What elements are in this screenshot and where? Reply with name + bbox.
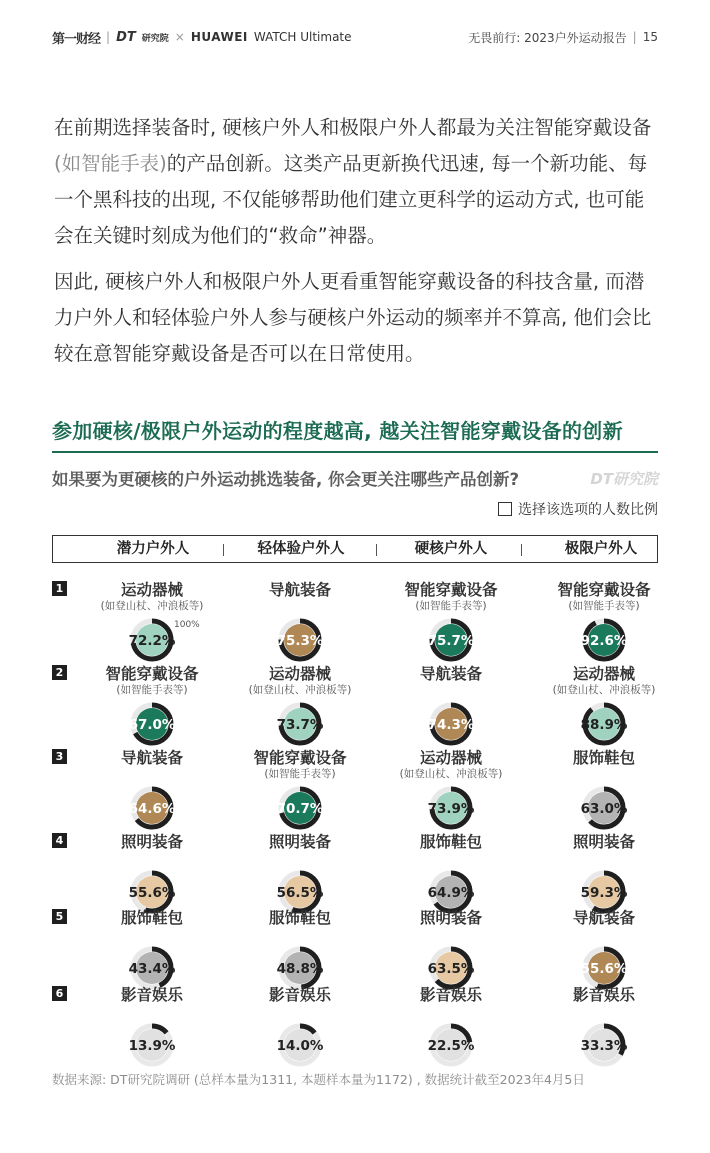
percentage-label: 92.6% bbox=[580, 633, 628, 649]
option-example bbox=[524, 1005, 684, 1017]
paragraph-1-paren: (如智能手表) bbox=[54, 152, 167, 175]
ranking-cell bbox=[220, 908, 380, 993]
legend bbox=[498, 499, 658, 519]
option-name: 智能穿戴设备 bbox=[105, 665, 199, 683]
ranking-cell bbox=[371, 908, 531, 993]
paragraph-1-part-a: 在前期选择装备时, 硬核户外人和极限户外人都最为关注智能穿戴设备 bbox=[54, 116, 652, 139]
rank-badge: 5 bbox=[52, 909, 67, 924]
ranking-cell bbox=[72, 908, 232, 993]
body-text bbox=[54, 110, 660, 372]
percentage-label: 63.0% bbox=[580, 801, 628, 817]
percentage-label: 55.6% bbox=[128, 885, 176, 901]
option-name: 运动器械 bbox=[419, 749, 482, 767]
percentage-label: 43.4% bbox=[128, 961, 176, 977]
column-divider bbox=[521, 544, 522, 556]
percentage-label: 13.9% bbox=[128, 1038, 176, 1054]
percentage-label: 56.5% bbox=[276, 885, 324, 901]
ranking-cell bbox=[72, 985, 232, 1070]
option-name: 照明装备 bbox=[120, 833, 183, 851]
percentage-label: 48.8% bbox=[276, 961, 324, 977]
ranking-cell bbox=[72, 748, 232, 833]
column-header-extreme: 极限户外人 bbox=[564, 541, 638, 557]
percentage-label: 75.7% bbox=[427, 633, 475, 649]
option-name: 导航装备 bbox=[268, 581, 331, 599]
ring-chart bbox=[426, 699, 476, 749]
rank-badge: 2 bbox=[52, 665, 67, 680]
percentage-label: 33.3% bbox=[580, 1038, 628, 1054]
legend-square-icon bbox=[498, 502, 512, 516]
ranking-cell bbox=[524, 832, 684, 917]
option-example bbox=[220, 600, 380, 612]
percentage-label: 73.7% bbox=[276, 717, 324, 733]
ranking-cell bbox=[371, 832, 531, 917]
option-example: (如登山杖、冲浪板等) bbox=[248, 684, 352, 696]
ring-chart bbox=[275, 783, 325, 833]
option-example bbox=[371, 1005, 531, 1017]
hundred-percent-marker: 100% bbox=[174, 620, 200, 630]
option-example bbox=[524, 852, 684, 864]
option-name: 服饰鞋包 bbox=[419, 833, 482, 851]
ranking-cell bbox=[220, 664, 380, 749]
legend-label: 选择该选项的人数比例 bbox=[518, 502, 658, 518]
ranking-cell bbox=[524, 748, 684, 833]
header-separator-right: | bbox=[632, 30, 637, 44]
ring-chart bbox=[127, 699, 177, 749]
option-name: 影音娱乐 bbox=[120, 986, 183, 1004]
column-header-light: 轻体验户外人 bbox=[257, 541, 345, 557]
cbn-logo: 第一财经 bbox=[52, 31, 101, 47]
header-logos bbox=[52, 28, 352, 47]
option-example bbox=[72, 928, 232, 940]
option-name: 智能穿戴设备 bbox=[253, 749, 347, 767]
option-name: 服饰鞋包 bbox=[268, 909, 331, 927]
data-source-footnote: 数据来源: DT研究院调研 (总样本量为1311, 本题样本量为1172) , 数据统计截至2023年4月5日 bbox=[52, 1072, 585, 1087]
header-separator: | bbox=[106, 30, 111, 44]
dt-logo: DT bbox=[116, 29, 136, 45]
option-example: (如智能手表等) bbox=[264, 768, 336, 780]
option-name: 照明装备 bbox=[572, 833, 635, 851]
ranking-cell bbox=[524, 908, 684, 993]
percentage-label: 64.6% bbox=[128, 801, 176, 817]
ring-chart bbox=[127, 615, 177, 665]
paragraph-2: 因此, 硬核户外人和极限户外人更看重智能穿戴设备的科技含量, 而潜力户外人和轻体验户外人参与硬核户外运动的频率并不算高, 他们会比较在意智能穿戴设备是否可以在日常使用。 bbox=[54, 270, 652, 365]
page-number: 15 bbox=[642, 30, 658, 44]
percentage-label: 63.5% bbox=[427, 961, 475, 977]
option-name: 影音娱乐 bbox=[572, 986, 635, 1004]
ring-chart bbox=[579, 699, 629, 749]
percentage-label: 55.6% bbox=[580, 961, 628, 977]
option-name: 智能穿戴设备 bbox=[404, 581, 498, 599]
option-name: 智能穿戴设备 bbox=[557, 581, 651, 599]
percentage-label: 72.2% bbox=[128, 633, 176, 649]
ring-chart bbox=[579, 783, 629, 833]
option-example bbox=[220, 928, 380, 940]
ranking-cell bbox=[72, 832, 232, 917]
ranking-cell bbox=[220, 832, 380, 917]
report-title: 无畏前行: 2023户外运动报告 bbox=[468, 30, 627, 45]
ring-chart bbox=[579, 615, 629, 665]
survey-question: 如果要为更硬核的户外运动挑选装备, 你会更关注哪些产品创新? bbox=[52, 470, 520, 489]
paragraph-1 bbox=[54, 110, 660, 254]
ranking-cell bbox=[220, 748, 380, 833]
ranking-cell bbox=[524, 664, 684, 749]
ring-chart bbox=[275, 699, 325, 749]
cross-symbol: × bbox=[174, 30, 185, 44]
percentage-label: 22.5% bbox=[427, 1038, 475, 1054]
percentage-label: 70.7% bbox=[276, 801, 324, 817]
option-example: (如智能手表等) bbox=[116, 684, 188, 696]
title-underline bbox=[52, 451, 658, 453]
ring-chart bbox=[426, 1020, 476, 1070]
product-name: WATCH Ultimate bbox=[253, 30, 352, 44]
option-name: 导航装备 bbox=[419, 665, 482, 683]
page-header bbox=[52, 26, 658, 48]
ranking-cell bbox=[220, 985, 380, 1070]
option-example: (如智能手表等) bbox=[568, 600, 640, 612]
rank-badge: 3 bbox=[52, 749, 67, 764]
percentage-label: 14.0% bbox=[276, 1038, 324, 1054]
column-divider bbox=[223, 544, 224, 556]
dt-watermark: DT研究院 bbox=[590, 470, 658, 488]
option-example bbox=[524, 928, 684, 940]
ring-chart bbox=[275, 1020, 325, 1070]
percentage-label: 59.3% bbox=[580, 885, 628, 901]
column-divider bbox=[376, 544, 377, 556]
ring-chart bbox=[127, 783, 177, 833]
ranking-cell bbox=[371, 985, 531, 1070]
option-example bbox=[524, 768, 684, 780]
ring-chart bbox=[275, 615, 325, 665]
rank-badge: 6 bbox=[52, 986, 67, 1001]
column-header-bar bbox=[52, 535, 658, 563]
ranking-cell bbox=[371, 748, 531, 833]
ranking-cell bbox=[72, 664, 232, 749]
option-example: (如登山杖、冲浪板等) bbox=[100, 600, 204, 612]
rank-badge: 4 bbox=[52, 833, 67, 848]
percentage-label: 75.3% bbox=[276, 633, 324, 649]
column-header-potential: 潜力户外人 bbox=[116, 541, 190, 557]
huawei-brand: HUAWEI bbox=[190, 30, 248, 44]
header-report-info bbox=[468, 29, 658, 46]
option-name: 运动器械 bbox=[268, 665, 331, 683]
paragraph-1-part-b: 的产品创新。这类产品更新换代迅速, 每一个新功能、每一个黑科技的出现, 不仅能够帮助他们建立更科学的运动方式, 也可能会在关键时刻成为他们的“救命”神器。 bbox=[54, 152, 648, 247]
ring-chart bbox=[127, 1020, 177, 1070]
option-name: 运动器械 bbox=[120, 581, 183, 599]
ring-chart bbox=[426, 783, 476, 833]
option-name: 照明装备 bbox=[268, 833, 331, 851]
column-header-hardcore: 硬核户外人 bbox=[414, 541, 488, 557]
option-name: 服饰鞋包 bbox=[120, 909, 183, 927]
option-example bbox=[371, 852, 531, 864]
option-example bbox=[220, 1005, 380, 1017]
option-name: 导航装备 bbox=[120, 749, 183, 767]
percentage-label: 73.9% bbox=[427, 801, 475, 817]
chart-title: 参加硬核/极限户外运动的程度越高, 越关注智能穿戴设备的创新 bbox=[52, 419, 623, 443]
percentage-label: 74.3% bbox=[427, 717, 475, 733]
option-name: 影音娱乐 bbox=[268, 986, 331, 1004]
ring-chart bbox=[579, 1020, 629, 1070]
option-example bbox=[220, 852, 380, 864]
option-example: (如智能手表等) bbox=[415, 600, 487, 612]
option-example bbox=[72, 768, 232, 780]
ranking-cell bbox=[220, 580, 380, 665]
option-name: 影音娱乐 bbox=[419, 986, 482, 1004]
rank-badge: 1 bbox=[52, 581, 67, 596]
option-example bbox=[72, 1005, 232, 1017]
option-name: 照明装备 bbox=[419, 909, 482, 927]
ranking-cell bbox=[371, 580, 531, 665]
percentage-label: 64.9% bbox=[427, 885, 475, 901]
ring-chart bbox=[426, 615, 476, 665]
ranking-cell bbox=[524, 580, 684, 665]
option-example bbox=[72, 852, 232, 864]
percentage-label: 67.0% bbox=[128, 717, 176, 733]
ranking-cell bbox=[524, 985, 684, 1070]
ranking-cell bbox=[371, 664, 531, 749]
option-name: 导航装备 bbox=[572, 909, 635, 927]
option-example: (如登山杖、冲浪板等) bbox=[552, 684, 656, 696]
dt-logo-sub: 研究院 bbox=[141, 33, 169, 44]
percentage-label: 88.9% bbox=[580, 717, 628, 733]
option-example bbox=[371, 684, 531, 696]
option-name: 服饰鞋包 bbox=[572, 749, 635, 767]
option-example bbox=[371, 928, 531, 940]
option-name: 运动器械 bbox=[572, 665, 635, 683]
option-example: (如登山杖、冲浪板等) bbox=[399, 768, 503, 780]
ranking-cell bbox=[72, 580, 232, 665]
